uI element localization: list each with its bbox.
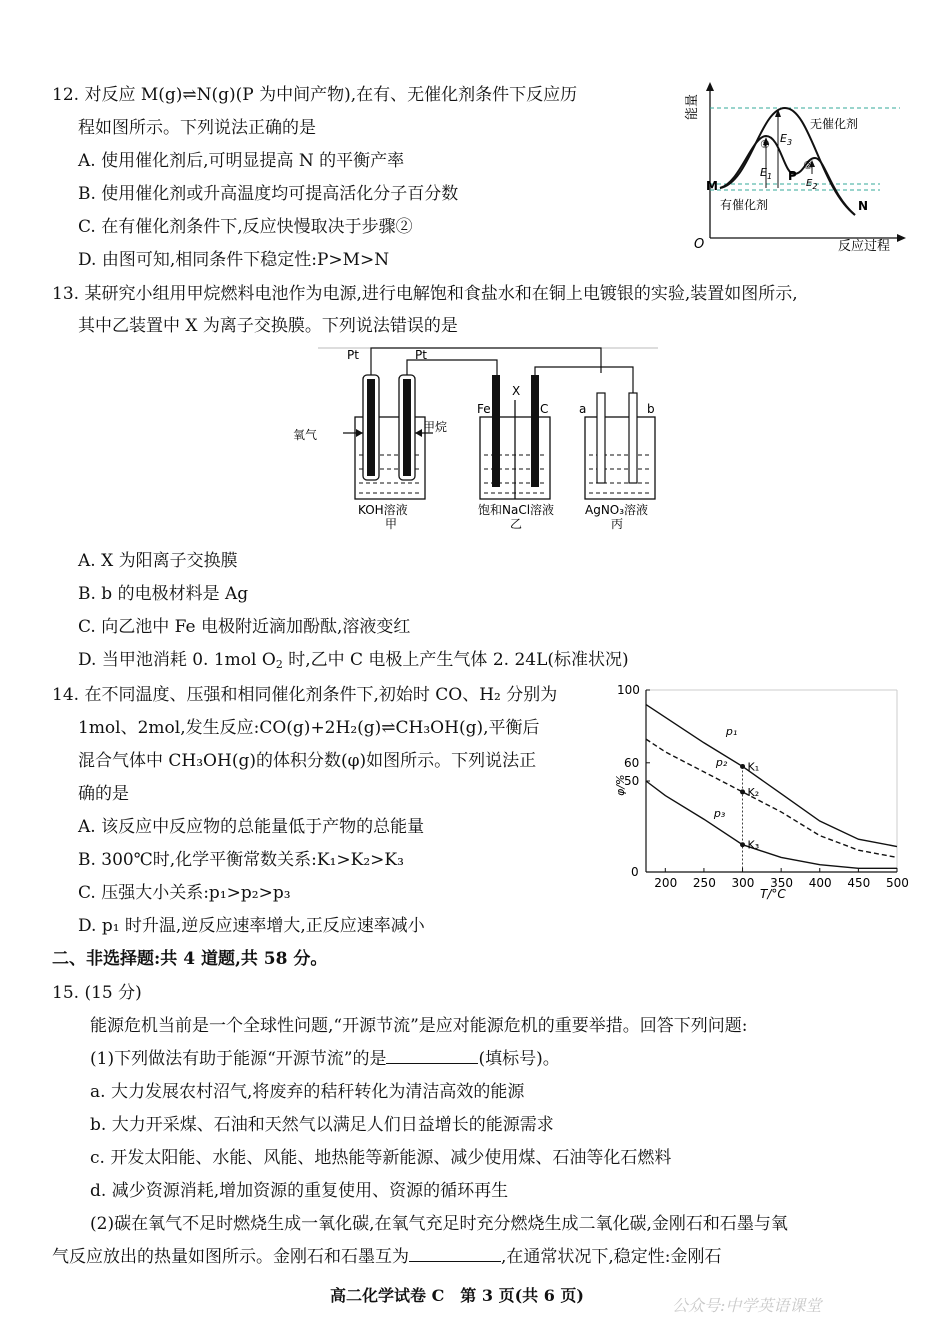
- q14-stem-line3: 混合气体中 CH₃OH(g)的体积分数(φ)如图所示。下列说法正: [78, 751, 537, 771]
- page-footer: 高二化学试卷 C 第 3 页(共 6 页): [330, 1286, 584, 1305]
- q15-heading: 15. (15 分): [52, 983, 142, 1003]
- q13-option-c: C. 向乙池中 Fe 电极附近滴加酚酞,溶液变红: [78, 617, 411, 637]
- electrode-a-label: a: [579, 402, 587, 416]
- q14-option-d: D. p₁ 时升温,逆反应速率增大,正反应速率减小: [78, 916, 425, 936]
- e1-label: $E_1$: [760, 166, 773, 181]
- y-tick-label: 50: [624, 774, 640, 788]
- x-tick-label: 400: [808, 876, 832, 890]
- k-point-label-2: K₂: [747, 785, 760, 799]
- q14-option-c: C. 压强大小关系:p₁>p₂>p₃: [78, 883, 291, 903]
- label-M: M: [706, 179, 718, 193]
- q14-option-b: B. 300℃时,化学平衡常数关系:K₁>K₂>K₃: [78, 850, 404, 870]
- no-catalyst-label: 无催化剂: [810, 117, 859, 131]
- pt-label-right: Pt: [415, 348, 427, 362]
- pt-label-left: Pt: [347, 348, 359, 362]
- series-line-3: [646, 781, 897, 868]
- k-point-2: [740, 789, 745, 794]
- e2-label: $E_2$: [806, 178, 818, 191]
- chart-xlabel: T/°C: [760, 887, 786, 901]
- y-tick-label: 100: [617, 683, 640, 697]
- step2-label: ②: [803, 159, 813, 172]
- q12-stem-line1: 12. 对反应 M(g)⇌N(g)(P 为中间产物),在有、无催化剂条件下反应历: [52, 85, 578, 105]
- c-electrode-label: C: [540, 402, 549, 416]
- nacl-label: 饱和NaCl溶液: [478, 503, 555, 517]
- q13-stem-line1: 13. 某研究小组用甲烷燃料电池作为电源,进行电解饱和食盐水和在铜上电镀银的实验,装置如图所示,: [52, 284, 798, 304]
- q13-option-b: B. b 的电极材料是 Ag: [78, 584, 249, 604]
- q12-option-a: A. 使用催化剂后,可明显提高 N 的平衡产率: [78, 151, 405, 171]
- q12-stem-line2: 程如图所示。下列说法正确的是: [78, 118, 316, 138]
- x-tick-label: 200: [654, 876, 678, 890]
- q15-part2-line2: 气反应放出的热量如图所示。金刚石和石墨互为 ,在通常状况下,稳定性:金刚石: [52, 1247, 722, 1267]
- q14-stem-line4: 确的是: [78, 784, 129, 804]
- series-label-3: p₃: [713, 807, 726, 821]
- x-tick-label: 450: [847, 876, 871, 890]
- q14-stem-line1: 14. 在不同温度、压强和相同催化剂条件下,初始时 CO、H₂ 分别为: [52, 685, 558, 705]
- q15-option-a: a. 大力发展农村沼气,将废弃的秸秆转化为清洁高效的能源: [90, 1082, 525, 1102]
- q12-option-b: B. 使用催化剂或升高温度均可提高活化分子百分数: [78, 184, 459, 204]
- q14-option-a: A. 该反应中反应物的总能量低于产物的总能量: [78, 817, 425, 837]
- q15-intro: 能源危机当前是一个全球性问题,“开源节流”是应对能源危机的重要举措。回答下列问题:: [90, 1016, 748, 1036]
- label-P: P: [788, 169, 797, 183]
- q15-option-d: d. 减少资源消耗,增加资源的重复使用、资源的循环再生: [90, 1181, 509, 1201]
- e3-label: $E_3$: [780, 132, 793, 147]
- q15-part1: (1)下列做法有助于能源“开源节流”的是 (填标号)。: [90, 1049, 560, 1069]
- bing-label: 丙: [611, 517, 624, 531]
- methane-label: 甲烷: [423, 420, 448, 434]
- k-point-label-3: K₃: [747, 838, 760, 852]
- y-tick-label: 60: [624, 755, 640, 770]
- x-tick-label: 250: [692, 876, 716, 890]
- koh-label: KOH溶液: [358, 503, 408, 517]
- section-two-heading: 二、非选择题:共 4 道题,共 58 分。: [52, 949, 328, 969]
- label-N: N: [858, 199, 869, 213]
- q12-option-d: D. 由图可知,相同条件下稳定性:P>M>N: [78, 250, 390, 270]
- chart-ylabel: φ/%: [614, 774, 627, 796]
- x-axis-label: 反应过程: [838, 239, 891, 254]
- energy-profile-diagram: [680, 78, 910, 253]
- q13-option-d: D. 当甲池消耗 0. 1mol $O_2$ 时,乙中 C 电极上产生气体 2. 24L(标准状况): [78, 650, 629, 671]
- yi-label: 乙: [510, 517, 523, 531]
- y-tick-label: 0: [631, 865, 639, 879]
- q15-part2-line1: (2)碳在氧气不足时燃烧生成一氧化碳,在氧气充足时充分燃烧生成二氧化碳,金刚石和石墨与氧: [90, 1214, 788, 1234]
- q14-stem-line2: 1mol、2mol,发生反应:CO(g)+2H₂(g)⇌CH₃OH(g),平衡后: [78, 718, 540, 738]
- watermark-text: 公众号:中学英语课堂: [672, 1296, 822, 1315]
- answer-blank-1[interactable]: [386, 1049, 478, 1064]
- x-tick-label: 500: [886, 876, 909, 890]
- membrane-x-label: X: [512, 384, 521, 398]
- x-tick-label: 350: [770, 876, 794, 890]
- origin-label: O: [694, 237, 705, 252]
- answer-blank-2[interactable]: [409, 1247, 501, 1262]
- q15-option-c: c. 开发太阳能、水能、风能、地热能等新能源、减少使用煤、石油等化石燃料: [90, 1148, 672, 1168]
- jia-label: 甲: [385, 517, 398, 531]
- y-axis-label: 能量: [685, 93, 700, 120]
- series-label-1: p₁: [725, 724, 738, 738]
- with-catalyst-label: 有催化剂: [720, 198, 769, 212]
- q12-option-c: C. 在有催化剂条件下,反应快慢取决于步骤②: [78, 217, 413, 237]
- x-tick-label: 300: [731, 876, 755, 890]
- k-point-3: [740, 842, 745, 847]
- q15-option-b: b. 大力开采煤、石油和天然气以满足人们日益增长的能源需求: [90, 1115, 554, 1135]
- methanol-fraction-chart: [610, 682, 909, 902]
- k-point-label-1: K₁: [747, 760, 760, 774]
- agno3-label: AgNO₃溶液: [585, 503, 649, 517]
- oxygen-label: 氧气: [293, 428, 318, 442]
- k-point-1: [740, 764, 745, 769]
- q13-option-a: A. X 为阳离子交换膜: [78, 551, 238, 571]
- electrode-b-label: b: [647, 402, 655, 416]
- q13-stem-line2: 其中乙装置中 X 为离子交换膜。下列说法错误的是: [78, 316, 458, 336]
- series-label-2: p₂: [715, 755, 728, 769]
- electrolysis-apparatus-diagram: [285, 345, 665, 535]
- fe-label: Fe: [477, 402, 491, 416]
- series-line-1: [646, 705, 897, 847]
- step1-label: ①: [760, 138, 770, 151]
